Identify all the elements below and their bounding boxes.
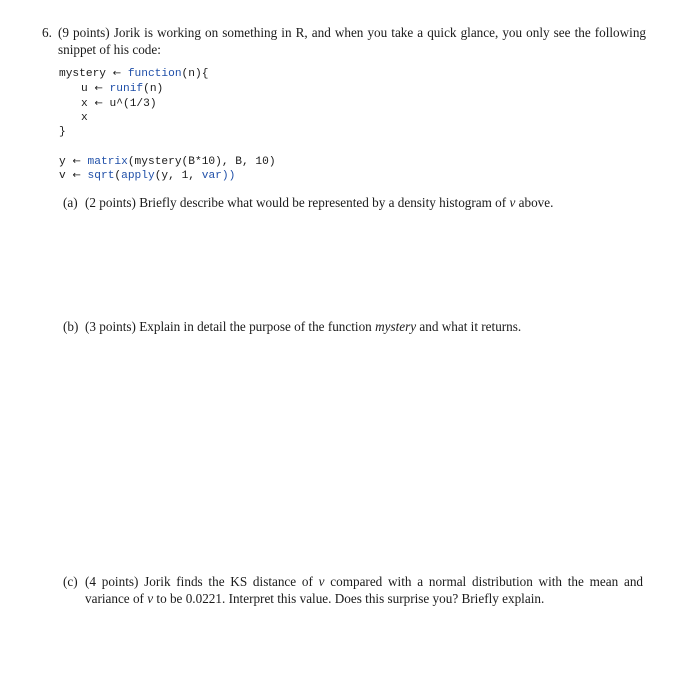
code-token: (n){ [181,68,209,80]
code-token: (y, [154,170,175,182]
code-keyword: runif [109,83,144,95]
part-c-text: to be 0.0221. Interpret this value. Does this surprise you? Briefly explain. [156,590,545,606]
part-b-label: (b) [63,319,79,334]
code-keyword: var)) [201,170,236,182]
part-b-text: Explain in detail the purpose of the function [139,319,372,334]
code-token: (n) [143,83,164,95]
code-token: v [59,170,66,182]
code-token: mystery [59,68,106,80]
code-keyword: matrix [87,156,128,168]
code-keyword: apply [121,170,155,182]
assign-arrow-icon: ← [72,170,81,181]
math-variable: v [318,574,325,589]
function-name: mystery [375,319,417,334]
assign-arrow-icon: ← [72,156,81,167]
part-a-body [63,195,643,212]
part-c-text: compared with a normal distribution with the mean and variance of [85,574,644,606]
part-a [63,195,643,212]
question-intro [42,25,646,58]
assign-arrow-icon: ← [94,98,103,109]
part-c-label: (c) [63,574,78,589]
part-b [63,319,643,336]
part-b-text: and what it returns. [419,319,522,334]
part-c [63,574,643,607]
part-c-points: (4 points) [85,574,139,589]
question-points: (9 points) [58,25,110,40]
question-intro-text: Jorik is working on something in R, and when you take a quick glance, you only see the following snippet of his code: [58,25,647,57]
code-keyword: sqrt [87,170,115,182]
part-a-label: (a) [63,195,78,210]
code-token: ( [114,170,122,182]
math-variable: v [147,590,154,606]
code-token: u [81,83,88,95]
question-header [42,25,646,58]
code-line-5: } [59,126,66,138]
part-c-text: Jorik finds the KS distance of [144,574,313,589]
code-line-1 [59,66,208,82]
part-a-text: above. [518,195,554,210]
code-token: u^(1/3) [109,98,157,110]
code-line-4: x [81,112,88,124]
part-c-body [63,574,643,607]
code-token: (mystery(B*10), B, [127,156,249,168]
part-a-points: (2 points) [85,195,136,210]
code-token: 1, [181,170,196,182]
part-b-points: (3 points) [85,319,136,334]
code-token: y [59,156,66,168]
code-token: x [81,98,88,110]
assign-arrow-icon: ← [94,83,103,94]
assign-arrow-icon: ← [112,68,122,79]
question-number: 6. [42,25,52,40]
part-b-body [63,319,643,336]
code-line-2 [81,81,163,97]
math-variable: v [509,195,516,210]
code-token: 10) [255,156,276,168]
part-a-text: Briefly describe what would be represented by a density histogram of [139,195,507,210]
code-keyword: function [127,68,182,80]
code-line-7 [59,168,235,184]
code-line-3 [81,96,157,112]
